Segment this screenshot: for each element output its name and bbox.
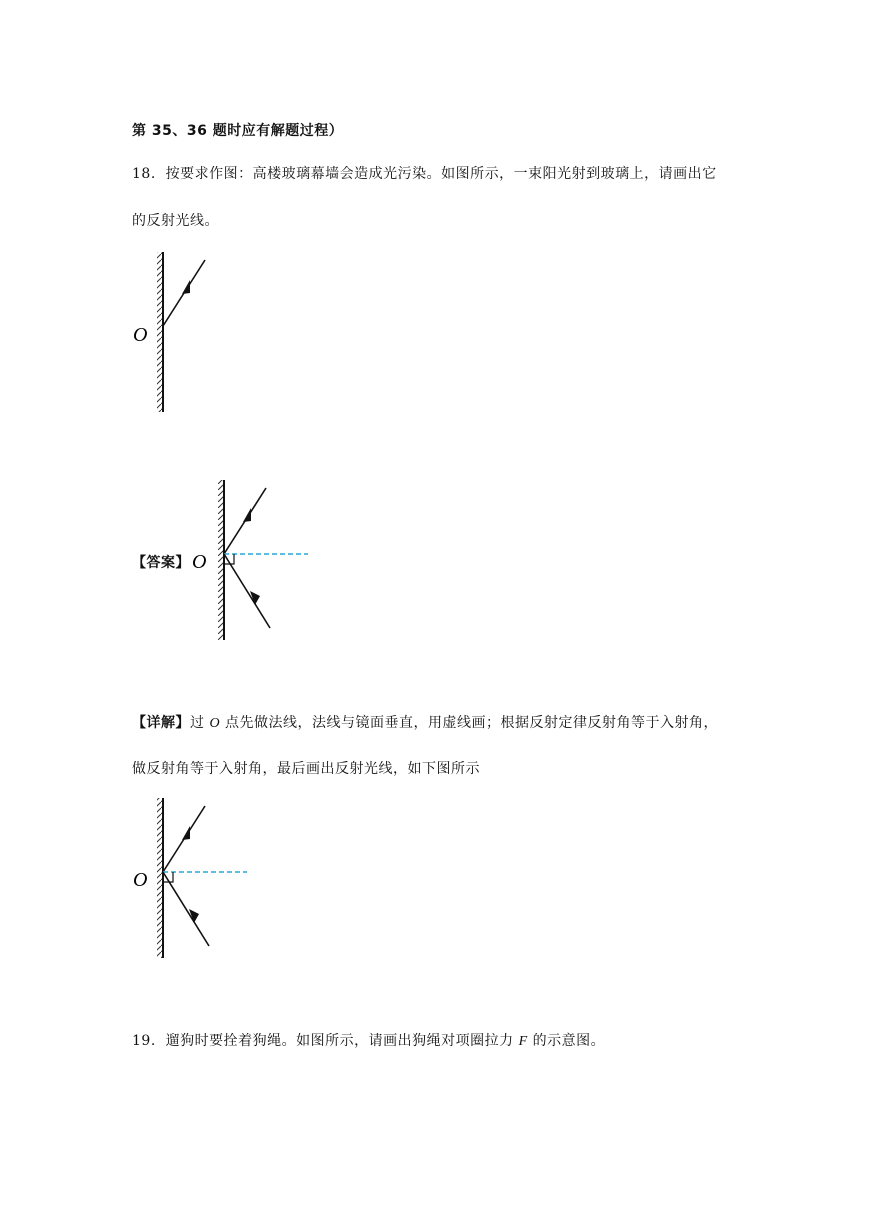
question-18-line2: 的反射光线。: [132, 213, 219, 229]
question-18-line1: [132, 163, 717, 183]
answer-label: 【答案】: [132, 555, 190, 571]
incident-arrow-head: [182, 826, 190, 840]
incident-arrow-head: [182, 280, 190, 294]
explanation-point-o: O: [209, 716, 221, 731]
point-o-label: O: [133, 869, 148, 891]
section-note: 第 35、36 题时应有解题过程）: [132, 123, 344, 139]
question-19-number: 19.: [132, 1033, 156, 1049]
explanation-text: 点先做法线，法线与镜面垂直，用虚线画；根据反射定律反射角等于入射角，: [220, 715, 719, 731]
reflected-ray: [224, 554, 270, 628]
force-f-symbol: F: [518, 1034, 528, 1049]
figure-incident-ray: [125, 248, 225, 420]
question-19-text: 遛狗时要拴着狗绳。如图所示，请画出狗绳对项圈拉力: [165, 1033, 519, 1049]
point-o-label: O: [192, 551, 207, 573]
figure-solution: [125, 796, 255, 962]
explanation-label: 【详解】: [132, 715, 190, 731]
explanation-line2: 做反射角等于入射角，最后画出反射光线，如下图所示: [132, 761, 480, 777]
question-19-text-end: 的示意图。: [527, 1033, 606, 1049]
incident-arrow-head: [243, 508, 251, 522]
figure-answer: [188, 478, 318, 644]
question-18-text: 按要求作图：高楼玻璃幕墙会造成光污染。如图所示，一束阳光射到玻璃上，请画出它: [165, 166, 717, 182]
question-19: [132, 1030, 605, 1050]
question-18-number: 18.: [132, 166, 156, 182]
point-o-label: O: [133, 324, 148, 346]
explanation-pre: 过: [190, 715, 210, 731]
reflected-ray: [163, 872, 209, 946]
explanation-line1: [132, 712, 718, 732]
